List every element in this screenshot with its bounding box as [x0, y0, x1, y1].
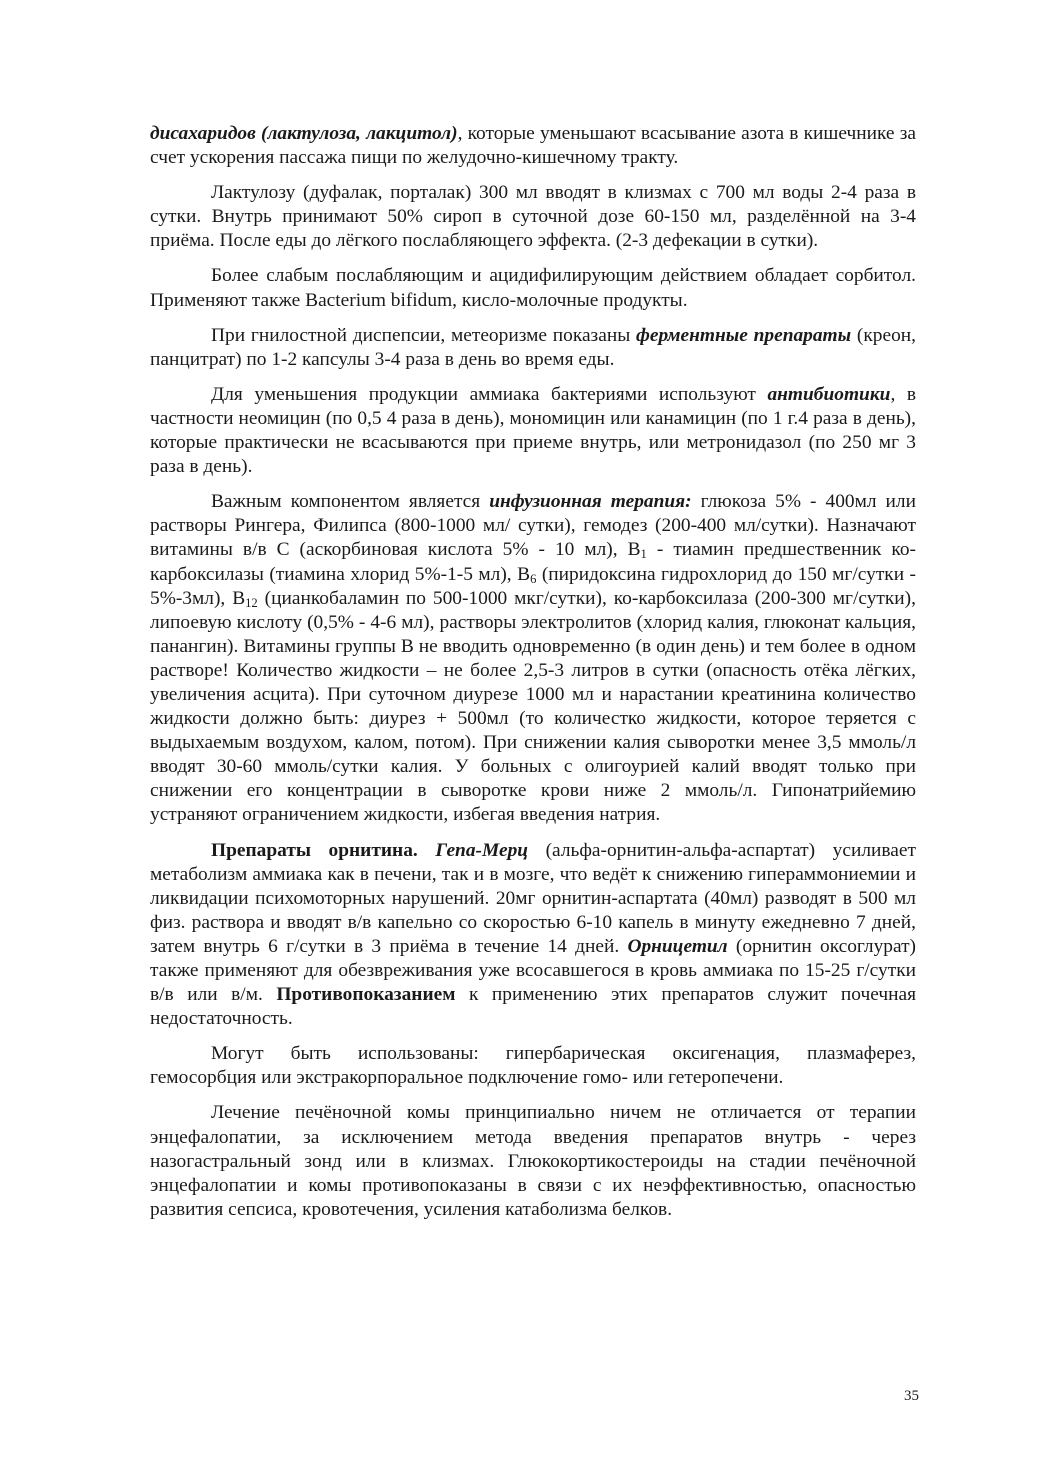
paragraph-text: (цианкобаламин по 500-1000 мкг/сутки), ко-карбоксилаза (200-300 мг/сутки), липоевую кислоту (0,5% - 4-6 мл), растворы электролитов (хлорид калия, глюконат кальция, панангин). Витамины группы В не вводить одновременно (в один день) и тем более в одном растворе! Количество жидкости – не более 2,5-3 литров в сутки (опасность отёка лёгких, увеличения асцита). При суточном диурезе 1000 мл и нарастании креатинина количество жидкости должно быть: диурез + 500мл (то количестко жидкости, которое теряется с выдыхаемым воздухом, калом, потом). При снижении калия сыворотки менее 3,5 ммоль/л вводят 30-60 ммоль/сутки калия. У больных с олигоурией калий вводят только при снижении его концентрации в сыворотке крови ниже 2 ммоль/л. Гипонатрийемию устраняют ограничением жидкости, избегая введения натрия. — [150, 587, 916, 826]
page-number: 35 — [904, 1388, 919, 1404]
paragraph-text: При гнилостной диспепсии, метеоризме показаны — [211, 324, 637, 346]
paragraph-text: глюкоза 5% - 400мл или растворы Рингера, Филипса (800-1000 мл/ сутки), гемодез (200-400 мл/сутки). Назначают витамины в/в С (аскорбиновая кислота 5% - 10 мл), В — [150, 491, 916, 561]
subscript: 1 — [640, 547, 647, 562]
paragraph-antibiotics — [150, 383, 916, 479]
paragraph-text — [418, 840, 436, 861]
paragraph-infusion — [150, 490, 916, 827]
paragraph-text: (альфа-орнитин-альфа-аспартат) усиливает метаболизм аммиака как в печени, так и в мозге, что ведёт к снижению гипераммониемии и ликвидации психомоторных нарушений. 20мг орнитин-аспартата (40мл) разводят в 500 мл физ. раствора и вводят в/в капельно со скоростью 6-10 капель в минуту ежедневно 7 дней, затем внутрь 6 г/сутки в 3 приёма в течение 14 дней. — [150, 839, 916, 957]
paragraph-text: к применению этих препаратов служит почечная недостаточность. — [150, 984, 916, 1030]
infusion-term: инфузионная терапия: — [489, 491, 692, 513]
ornithine-heading: Препараты орнитина. — [211, 839, 418, 861]
ornicetil-term: Орницетил — [627, 935, 728, 957]
paragraph-enzymes — [150, 324, 916, 372]
paragraph-text: (креон, панцитрат) по 1-2 капсулы 3-4 раза в день во время еды. — [150, 324, 917, 370]
enzymes-term: ферментные препараты — [636, 324, 852, 346]
paragraph-methods: Могут быть использованы: гипербарическая оксигенация, плазмаферез, гемосорбция или экстракорпоральное подключение гомо- или гетеропечени. — [150, 1043, 916, 1089]
paragraph-coma: Лечение печёночной комы принципиально ничем не отличается от терапии энцефалопатии, за исключением метода введения препаратов внутрь - через назогастральный зонд или в клизмах. Глюкокортикостероиды на стадии печёночной энцефалопатии и комы противопоказаны в связи с их неэффективностью, опасностью развития сепсиса, кровотечения, усиления катаболизма белков. — [150, 1102, 916, 1220]
subscript: 6 — [530, 571, 537, 586]
paragraph-disaccharides — [150, 122, 916, 170]
paragraph-sorbitol: Более слабым послабляющим и ацидифилирующим действием обладает сорбитол. Применяют также Bacterium bifidum, кисло-молочные продукты. — [150, 265, 916, 311]
paragraph-text: Важным компонентом является — [211, 491, 490, 513]
paragraph-text: - тиамин предшественник ко-карбоксилазы (тиамина хлорид 5%-1-5 мл), В — [150, 539, 916, 585]
document-page — [150, 122, 916, 1233]
paragraph-text: (орнитин оксоглурат) также применяют для обезвреживания уже всосавшегося в кровь аммиака по 15-25 г/сутки в/в или в/м. — [150, 935, 917, 1006]
disaccharides-term: дисахаридов (лактулоза, лакцитол) — [150, 123, 458, 144]
subscript: 12 — [245, 595, 258, 610]
paragraph-text: (пиридоксина гидрохлорид до 150 мг/сутки - 5%-3мл), В — [150, 563, 916, 609]
paragraph-text: , которые уменьшают всасывание азота в кишечнике за счет ускорения пассажа пищи по желудочно-кишечному тракту. — [150, 123, 916, 169]
paragraph-text: Для уменьшения продукции аммиака бактериями используют — [211, 383, 768, 405]
hepa-merz-term: Гепа-Мерц — [435, 839, 529, 861]
paragraph-text: , в частности неомицин (по 0,5 4 раза в день), мономицин или канамицин (по 1 г.4 раза в день), которые практически не всасываются при приеме внутрь, или метронидазол (по 250 мг 3 раза в день). — [150, 383, 917, 478]
paragraph-ornithine — [150, 839, 916, 1032]
paragraph-lactulose: Лактулозу (дуфалак, порталак) 300 мл вводят в клизмах с 700 мл воды 2-4 раза в сутки. Внутрь принимают 50% сироп в суточной дозе 60-150 мл, разделённой на 3-4 приёма. После еды до лёгкого послабляющего эффекта. (2-3 дефекации в сутки). — [150, 182, 916, 252]
antibiotics-term: антибиотики — [767, 383, 891, 405]
contraindication-term: Противопоказанием — [276, 984, 456, 1006]
